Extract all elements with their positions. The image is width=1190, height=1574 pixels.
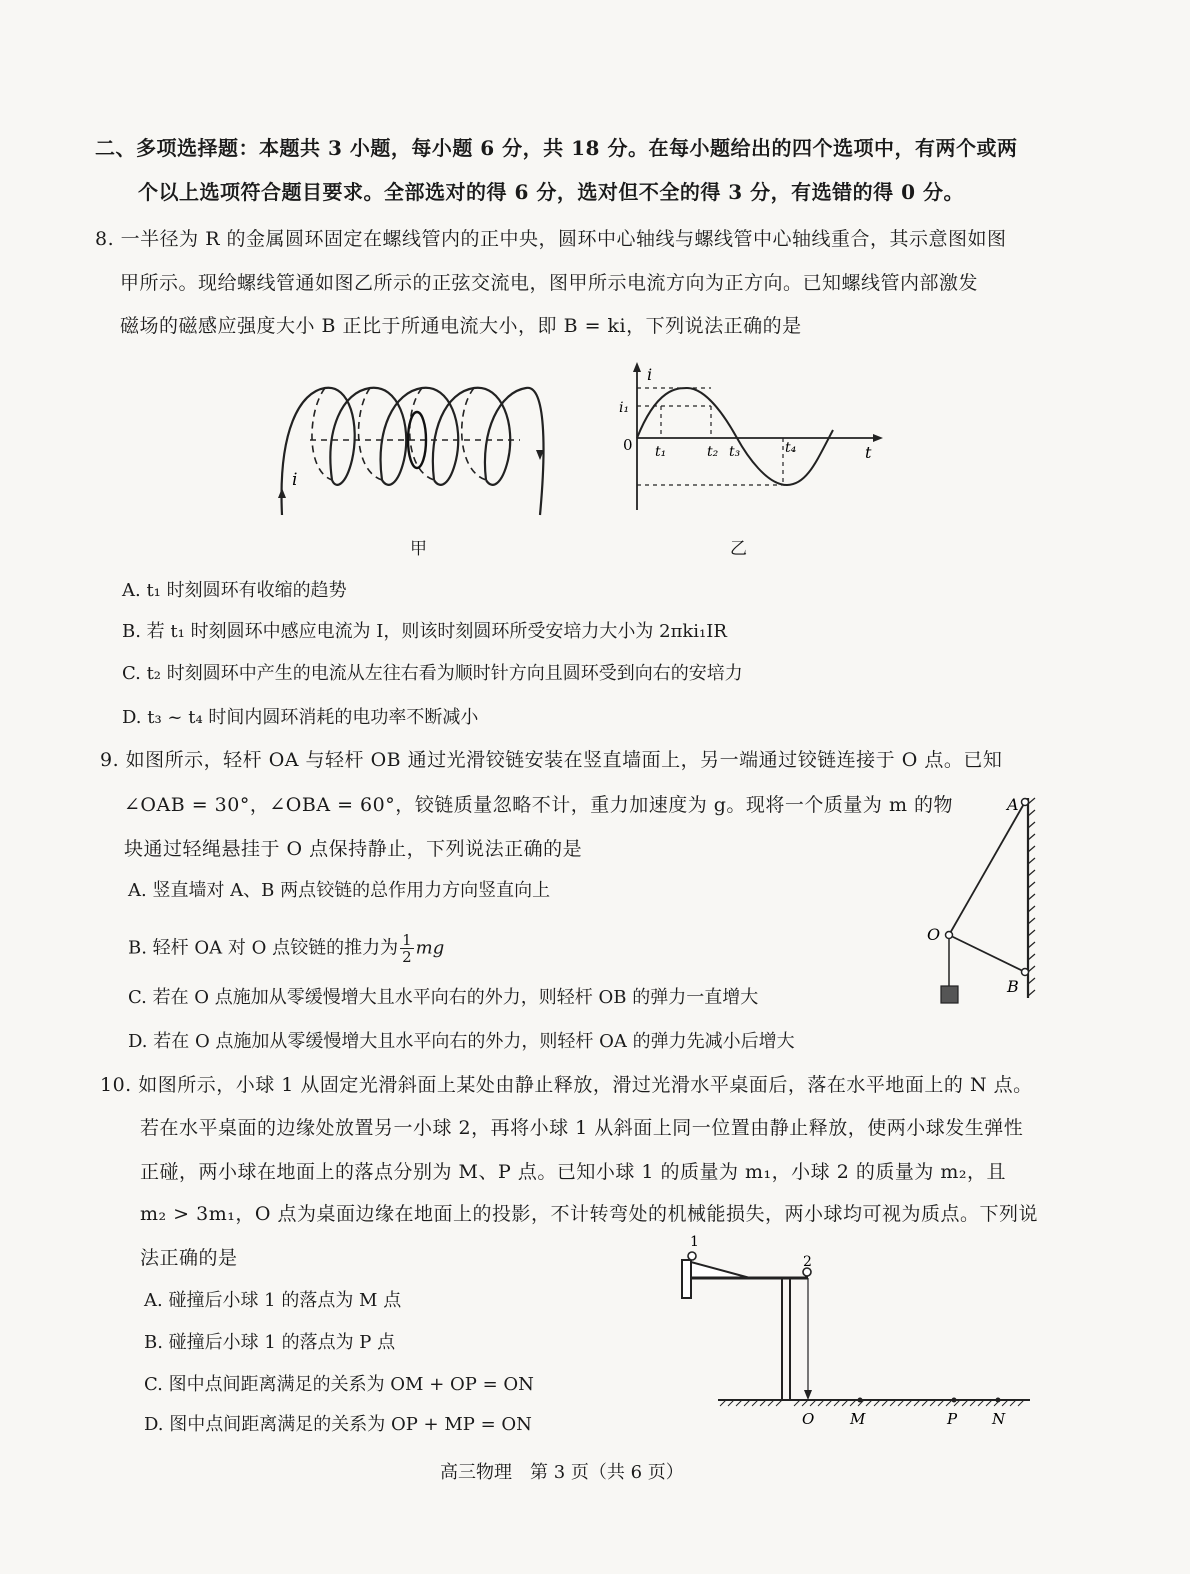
q9-option-b[interactable] [128,932,444,965]
ball-2-label: 2 [803,1254,812,1270]
axis-arrow-icon [633,362,641,372]
hanging-block [941,986,958,1003]
q8-option-b[interactable]: B. 若 t₁ 时刻圆环中感应电流为 I，则该时刻圆环所受安培力大小为 2πki₁IR [122,621,727,642]
q9-stem-line3: 块通过轻绳悬挂于 O 点保持静止，下列说法正确的是 [124,838,583,860]
q9-option-a[interactable]: A. 竖直墙对 A、B 两点铰链的总作用力方向竖直向上 [128,880,551,901]
q9-stem-line2: ∠OAB = 30°，∠OBA = 60°，铰链质量忽略不计，重力加速度为 g。现将一个质量为 m 的物 [124,794,954,816]
q8-stem-line2: 甲所示。现给螺线管通如图乙所示的正弦交流电，图甲所示电流方向为正方向。已知螺线管内部激发 [120,272,979,294]
drop-arrow-icon [804,1390,812,1400]
q8-current-graph [615,360,885,520]
q9-option-b-unit: mg [415,937,445,959]
figure-b-caption: 乙 [730,539,747,559]
hinge-o [946,932,953,939]
ramp-support [682,1260,691,1298]
q10-stem-line2: 若在水平桌面的边缘处放置另一小球 2，再将小球 1 从斜面上同一位置由静止释放，使两小球发生弹性 [140,1117,1024,1139]
solenoid-current-label: i [292,470,298,490]
point-m [858,1398,863,1403]
q10-stem-line5: 法正确的是 [140,1247,238,1269]
rod-ob [949,935,1025,972]
ball-1 [688,1252,696,1260]
q9-option-c[interactable]: C. 若在 O 点施加从零缓慢增大且水平向右的外力，则轻杆 OB 的弹力一直增大 [128,987,759,1008]
label-b: B [1007,977,1019,996]
point-n [996,1398,1001,1403]
graph-i1-label: i₁ [619,400,630,416]
page-footer: 高三物理 第 3 页（共 6 页） [440,1462,684,1483]
q8-option-a[interactable]: A. t₁ 时刻圆环有收缩的趋势 [122,580,347,601]
q8-stem-line1: 8. 一半径为 R 的金属圆环固定在螺线管内的正中央，圆环中心轴线与螺线管中心轴线重合，其示意图如图 [95,228,1007,250]
q9-rod-figure [925,790,1040,1015]
graph-origin-label: 0 [623,436,633,454]
q10-option-d[interactable]: D. 图中点间距离满足的关系为 OP + MP = ON [144,1414,532,1435]
ball-1-label: 1 [690,1234,699,1250]
graph-t1-label: t₁ [655,444,667,460]
current-arrow-icon [278,488,286,498]
q9-option-d[interactable]: D. 若在 O 点施加从零缓慢增大且水平向右的外力，则轻杆 OA 的弹力先减小后增大 [128,1031,795,1052]
graph-x-label: t [865,443,872,462]
q8-option-c[interactable]: C. t₂ 时刻圆环中产生的电流从左往右看为顺时针方向且圆环受到向右的安培力 [122,663,743,684]
hinge-a [1022,799,1029,806]
hinge-b [1022,969,1029,976]
label-m: M [850,1410,866,1428]
graph-t4-label: t₄ [785,440,797,456]
q8-solenoid-figure [270,370,560,530]
graph-y-label: i [647,365,653,384]
figure-a-caption: 甲 [410,539,427,559]
graph-t2-label: t₂ [707,444,719,460]
incline [691,1262,750,1278]
axis-arrow-icon [873,434,883,442]
sine-curve [637,388,833,485]
section-instructions: 个以上选项符合题目要求。全部选对的得 6 分，选对但不全的得 3 分，有选错的得 0 分。 [138,180,965,204]
q10-option-c[interactable]: C. 图中点间距离满足的关系为 OM + OP = ON [144,1374,534,1395]
fraction: $\frac{1}{2}$ [402,931,412,966]
label-o: O [927,925,941,944]
q8-option-d[interactable]: D. t₃ ~ t₄ 时间内圆环消耗的电功率不断减小 [122,707,479,728]
point-p [952,1398,957,1403]
q10-stem-line4: m₂ > 3m₁，O 点为桌面边缘在地面上的投影，不计转弯处的机械能损失，两小球均可视为质点。下列说 [140,1203,1038,1225]
q10-stem-line1: 10. 如图所示，小球 1 从固定光滑斜面上某处由静止释放，滑过光滑水平桌面后，落在水平地面上的 N 点。 [100,1074,1033,1096]
q10-stem-line3: 正碰，两小球在地面上的落点分别为 M、P 点。已知小球 1 的质量为 m₁，小球 2 的质量为 m₂，且 [140,1161,1007,1183]
label-p: P [947,1410,958,1428]
q10-option-a[interactable]: A. 碰撞后小球 1 的落点为 M 点 [144,1290,402,1311]
q10-table-figure [670,1232,1040,1432]
label-o: O [802,1410,815,1428]
section-title: 二、多项选择题：本题共 3 小题，每小题 6 分，共 18 分。在每小题给出的四个选项中，有两个或两 [95,136,1018,160]
q10-option-b[interactable]: B. 碰撞后小球 1 的落点为 P 点 [144,1332,396,1353]
label-n: N [992,1410,1006,1428]
rod-oa [949,802,1025,935]
q8-stem-line3: 磁场的磁感应强度大小 B 正比于所通电流大小，即 B = ki，下列说法正确的是 [120,315,802,337]
graph-t3-label: t₃ [729,444,741,460]
label-a: A [1007,795,1019,814]
q9-option-b-text: B. 轻杆 OA 对 O 点铰链的推力为 [128,937,399,959]
q9-stem-line1: 9. 如图所示，轻杆 OA 与轻杆 OB 通过光滑铰链安装在竖直墙面上，另一端通过铰链连接于 O 点。已知 [100,749,1003,771]
